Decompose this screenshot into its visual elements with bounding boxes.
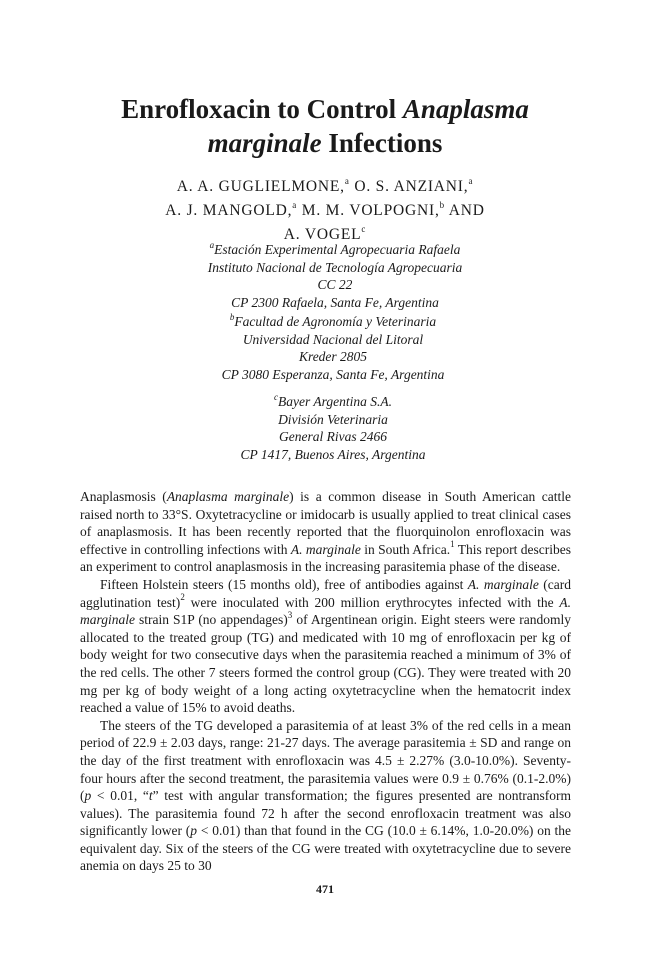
italic-term: A. marginale (467, 576, 539, 592)
title-line-1 (0, 92, 650, 126)
paragraph-intro (80, 488, 571, 576)
text-run: ” test with angular transformation; the figures presented are nontransform values). The parasitemia found 72 h after the second enrofloxacin treatment was also significantly lower ( (80, 788, 571, 839)
text-run: This report describes an experiment to control anaplasmosis in the increasing parasitemia phase of the disease. (80, 541, 571, 575)
text-run: of Argentinean origin. Eight steers were randomly allocated to the treated group (TG) and medicated with 10 mg of enrofloxacin per kg of body weight for two consecutive days when the parasitemia reached a minimum of 3% of the red cells. The other 7 steers formed the control group (CG). They were treated with 20 mg per kg of body weight of a long acting oxytetracycline when the hematocrit index reached a value of 15% to avoid deaths. (80, 612, 571, 716)
title-genus: Anaplasma (402, 94, 529, 124)
italic-term: Anaplasma marginale (166, 489, 290, 504)
italic-term: p (190, 823, 198, 839)
text-run: < 0.01) than that found in the CG (10.0 ± 6.14%, 1.0-20.0%) on the equivalent day. Six of the steers of the CG were treated with oxytetracycline due to severe anemia on days 25 to 30 (80, 823, 571, 874)
text-run: in South Africa. (360, 541, 451, 557)
article-body (80, 488, 571, 875)
title-text: Infections (321, 128, 443, 158)
author-line-2: A. J. MANGOLD,$^a$ M. M. VOLPOGNI,$^b$ AND (165, 199, 485, 219)
title-line-2 (0, 126, 650, 160)
paragraph-results (80, 717, 571, 875)
text-run: strain S1P (no appendages) (135, 612, 288, 628)
affiliation-c: $^c$Bayer Argentina S.A. División Veterinaria General Rivas 2466 CP 1417, Buenos Aires, Argentina (240, 391, 426, 462)
italic-term: A. marginale (290, 541, 361, 557)
text-run: ) is a common disease in South American cattle raised north to 33°S. Oxytetracycline or imidocarb is usually applied to treat clinical cases of anaplasmosis. It has been recently reported that the fluorquinolon enrofloxacin was effective in controlling infections with (80, 489, 572, 557)
affiliation-b: $^b$Facultad de Agronomía y Veterinaria Universidad Nacional del Litoral Kreder 2805 CP 3080 Esperanza, Santa Fe, Argentina (221, 311, 445, 382)
article-title (0, 92, 650, 160)
text-run: were inoculated with 200 million erythrocytes infected with the (184, 594, 560, 610)
reference-mark: 1 (450, 539, 455, 550)
author-line-1: A. A. GUGLIELMONE,$^a$ O. S. ANZIANI,$^a$ (176, 175, 474, 195)
reference-mark: 3 (287, 609, 293, 620)
italic-term: p (84, 788, 92, 804)
reference-mark: 2 (180, 592, 185, 603)
affiliation-a: $^a$Estación Experimental Agropecuaria Rafaela Instituto Nacional de Tecnología Agropecuaria CC 22 CP 2300 Rafaela, Santa Fe, Argentina (207, 239, 463, 310)
text-run: (card agglutination test) (80, 576, 571, 610)
title-text: Enrofloxacin to Control (121, 94, 403, 124)
text-run: The steers of the TG developed a parasitemia of at least 3% of the red cells in a mean period of 22.9 ± 2.03 days, range: 21-27 days. The average parasitemia ± SD and range on the day of the first treatment with enrofloxacin was 4.5 ± 2.27% (3.0-10.0%). Seventy-four hours after the second treatment, the parasitemia values were 0.9 ± 0.76% (0.1-2.0%) ( (80, 717, 571, 804)
text-run: Fifteen Holstein steers (15 months old), free of antibodies against (100, 576, 468, 592)
italic-term: t (148, 788, 153, 804)
author-list (0, 175, 650, 247)
author-line-3: A. VOGEL$^c$ (283, 223, 367, 243)
italic-term: A. marginale (80, 594, 572, 628)
title-species: marginale (207, 128, 322, 158)
paragraph-methods (80, 576, 571, 717)
text-run: Anaplasmosis ( (80, 489, 167, 504)
page-number: 471 (316, 882, 334, 896)
text-run: < 0.01, “ (91, 788, 149, 804)
